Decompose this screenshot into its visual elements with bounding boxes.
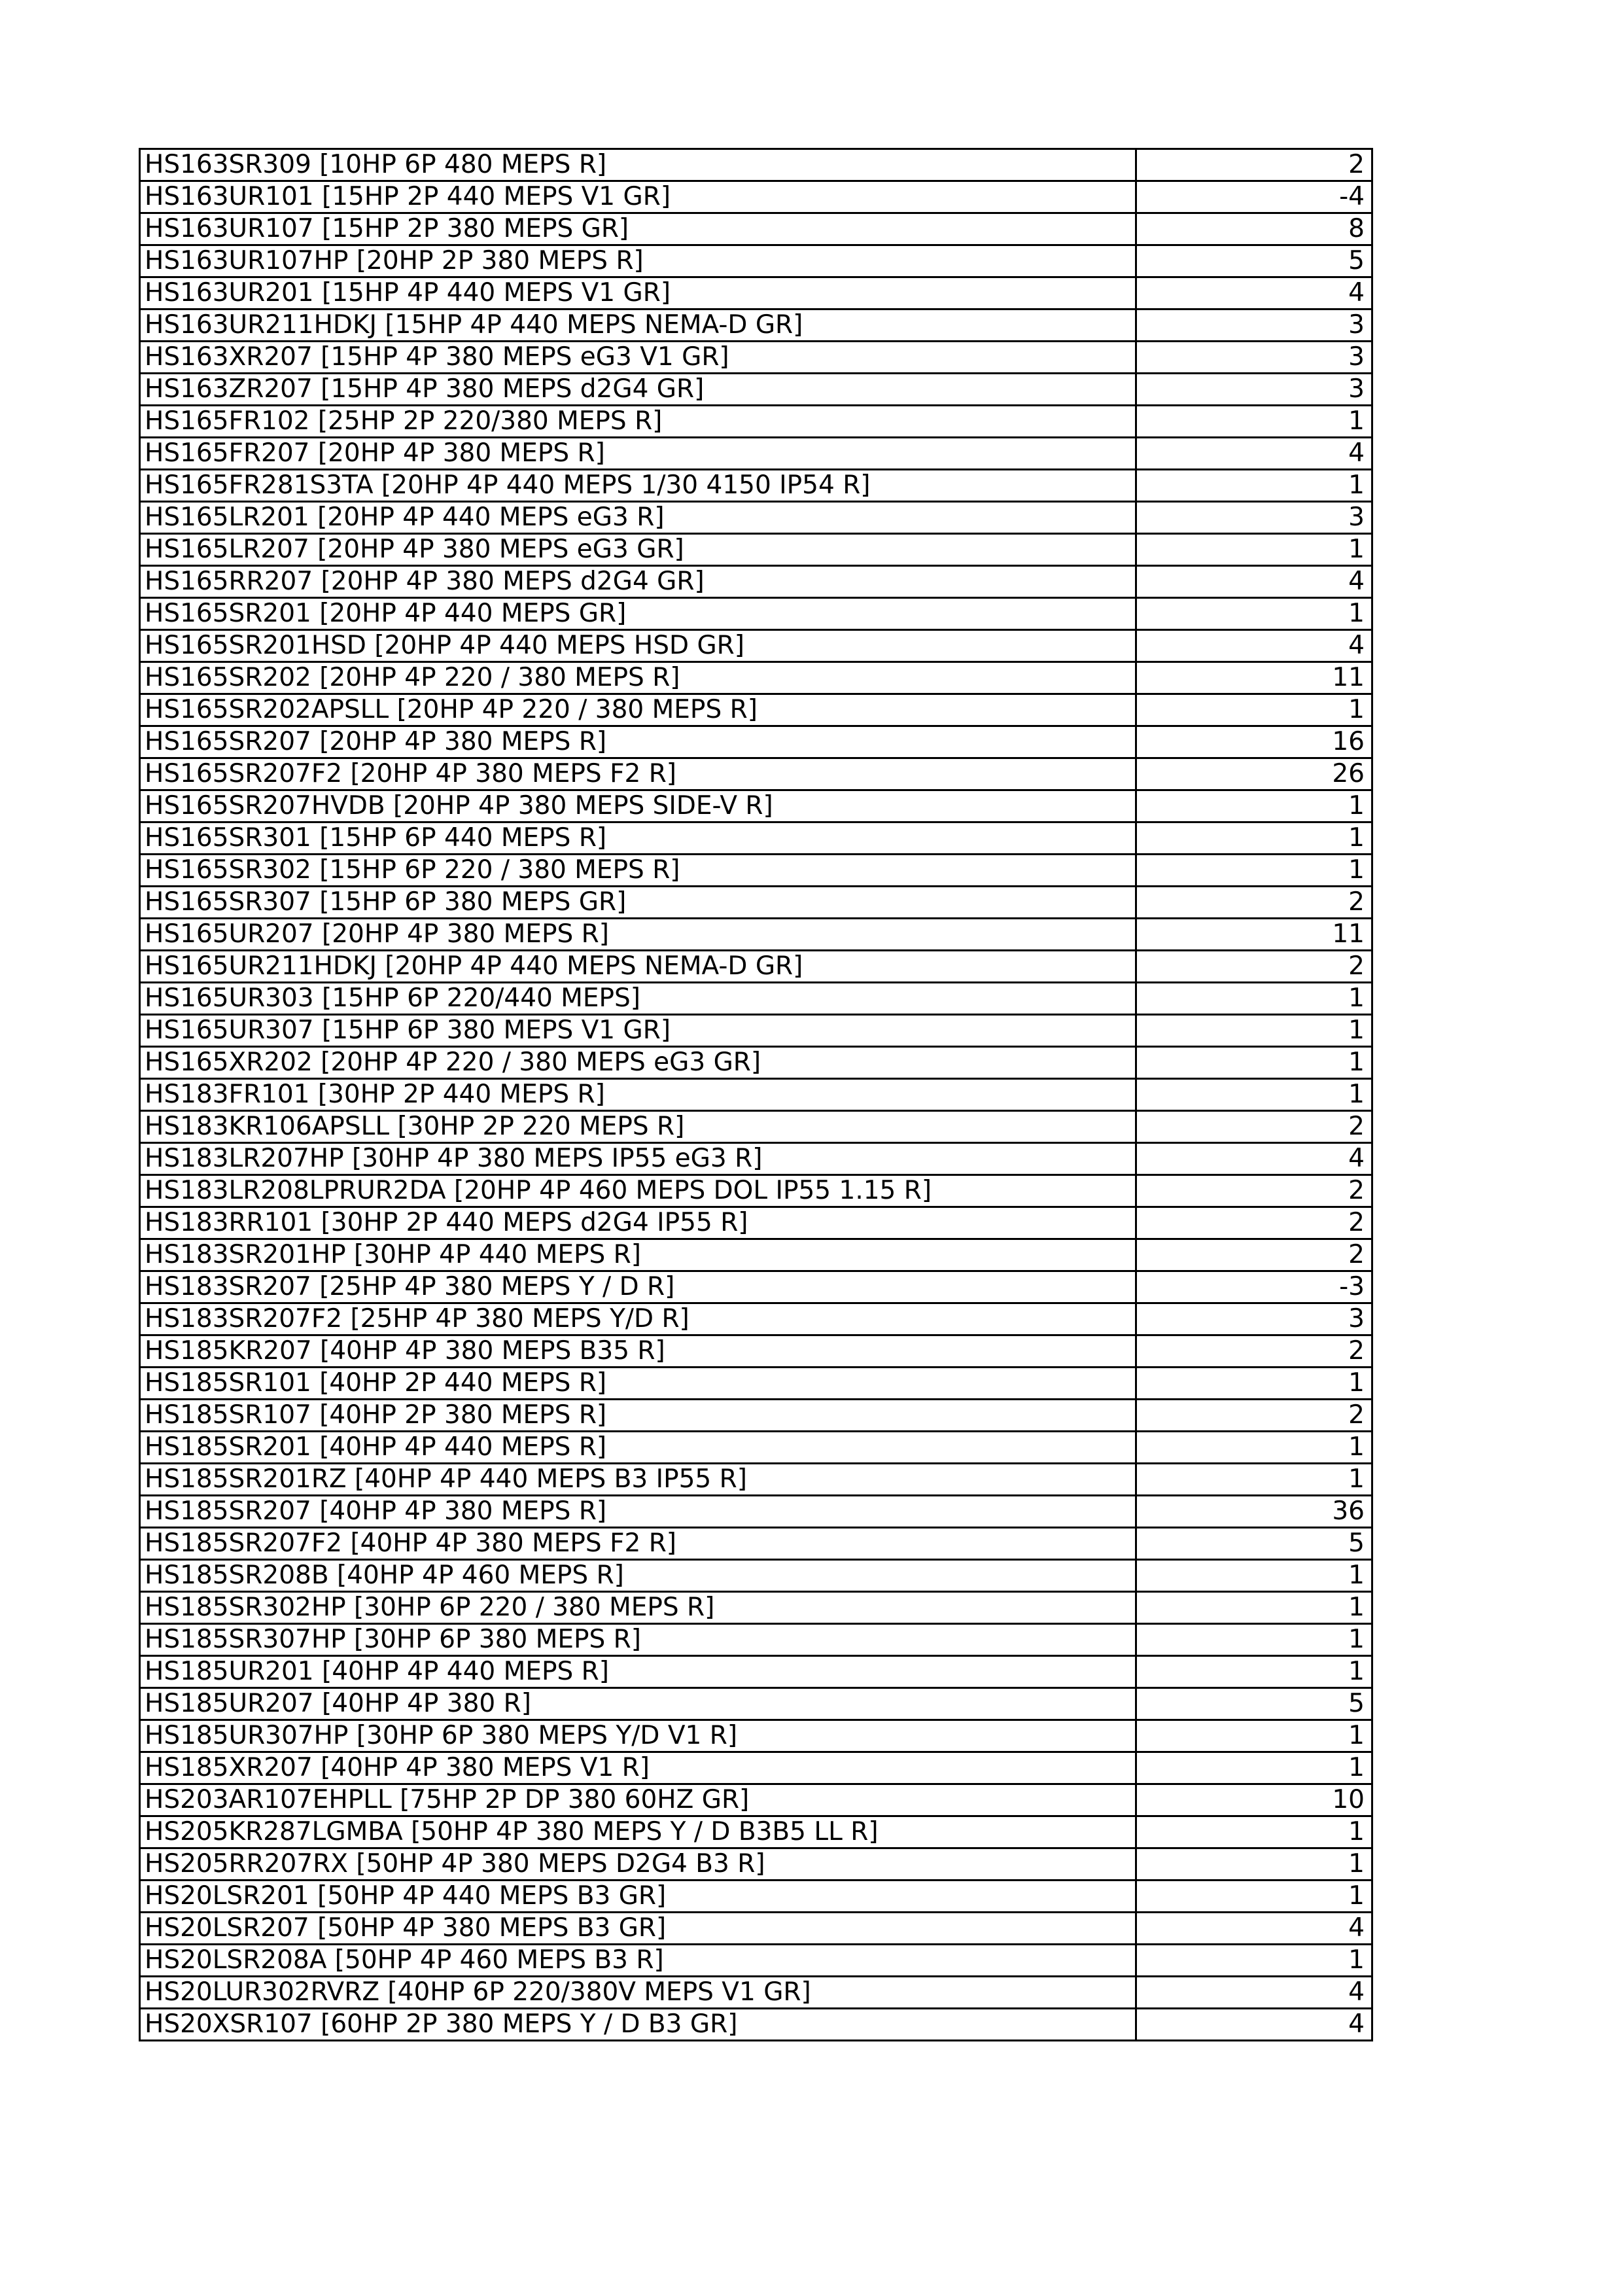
table-row: [140, 1400, 1372, 1432]
item-description-cell: HS165SR307 [15HP 6P 380 MEPS GR]: [140, 887, 1136, 919]
item-quantity-cell: 3: [1136, 1303, 1372, 1335]
item-description-cell: HS165XR202 [20HP 4P 220 / 380 MEPS eG3 GR]: [140, 1047, 1136, 1079]
item-quantity-cell: 2: [1136, 951, 1372, 983]
item-description-cell: HS163UR101 [15HP 2P 440 MEPS V1 GR]: [140, 181, 1136, 213]
item-quantity-cell: 4: [1136, 438, 1372, 470]
table-row: [140, 1592, 1372, 1624]
item-quantity-cell: 4: [1136, 1143, 1372, 1175]
item-description-cell: HS183SR207 [25HP 4P 380 MEPS Y / D R]: [140, 1271, 1136, 1303]
table-row: [140, 1335, 1372, 1368]
table-row: [140, 1720, 1372, 1752]
item-description-cell: HS165SR202APSLL [20HP 4P 220 / 380 MEPS R]: [140, 694, 1136, 726]
table-row: [140, 1784, 1372, 1816]
table-row: [140, 951, 1372, 983]
item-quantity-cell: 4: [1136, 2009, 1372, 2041]
item-description-cell: HS183LR208LPRUR2DA [20HP 4P 460 MEPS DOL IP55 1.15 R]: [140, 1175, 1136, 1207]
item-description-cell: HS185SR101 [40HP 2P 440 MEPS R]: [140, 1368, 1136, 1400]
item-description-cell: HS165SR301 [15HP 6P 440 MEPS R]: [140, 822, 1136, 855]
item-quantity-cell: 1: [1136, 822, 1372, 855]
item-description-cell: HS20LSR208A [50HP 4P 460 MEPS B3 R]: [140, 1945, 1136, 1977]
item-quantity-cell: 11: [1136, 919, 1372, 951]
item-description-cell: HS165SR207HVDB [20HP 4P 380 MEPS SIDE-V R]: [140, 790, 1136, 822]
item-description-cell: HS185SR307HP [30HP 6P 380 MEPS R]: [140, 1624, 1136, 1656]
item-quantity-cell: 4: [1136, 277, 1372, 309]
table-row: [140, 887, 1372, 919]
item-quantity-cell: 5: [1136, 245, 1372, 277]
table-row: [140, 342, 1372, 374]
table-row: [140, 1881, 1372, 1913]
table-row: [140, 534, 1372, 566]
item-quantity-cell: 2: [1136, 1400, 1372, 1432]
item-description-cell: HS165SR201HSD [20HP 4P 440 MEPS HSD GR]: [140, 630, 1136, 662]
item-quantity-cell: 1: [1136, 1656, 1372, 1688]
item-description-cell: HS183RR101 [30HP 2P 440 MEPS d2G4 IP55 R]: [140, 1207, 1136, 1239]
item-quantity-cell: 1: [1136, 1624, 1372, 1656]
item-description-cell: HS205KR287LGMBA [50HP 4P 380 MEPS Y / D B3B5 LL R]: [140, 1816, 1136, 1848]
item-quantity-cell: 3: [1136, 374, 1372, 406]
table-row: [140, 1528, 1372, 1560]
item-description-cell: HS20LSR207 [50HP 4P 380 MEPS B3 GR]: [140, 1913, 1136, 1945]
table-row: [140, 630, 1372, 662]
item-description-cell: HS185SR201RZ [40HP 4P 440 MEPS B3 IP55 R]: [140, 1464, 1136, 1496]
item-quantity-cell: 1: [1136, 1720, 1372, 1752]
item-quantity-cell: 1: [1136, 694, 1372, 726]
item-quantity-cell: 2: [1136, 149, 1372, 181]
item-description-cell: HS20XSR107 [60HP 2P 380 MEPS Y / D B3 GR]: [140, 2009, 1136, 2041]
item-description-cell: HS185UR201 [40HP 4P 440 MEPS R]: [140, 1656, 1136, 1688]
item-description-cell: HS165RR207 [20HP 4P 380 MEPS d2G4 GR]: [140, 566, 1136, 598]
item-quantity-cell: 2: [1136, 1175, 1372, 1207]
item-quantity-cell: 1: [1136, 1816, 1372, 1848]
table-row: [140, 374, 1372, 406]
table-row: [140, 1368, 1372, 1400]
table-row: [140, 1175, 1372, 1207]
item-quantity-cell: 11: [1136, 662, 1372, 694]
item-description-cell: HS205RR207RX [50HP 4P 380 MEPS D2G4 B3 R]: [140, 1848, 1136, 1881]
table-row: [140, 2009, 1372, 2041]
table-row: [140, 822, 1372, 855]
item-quantity-cell: 3: [1136, 502, 1372, 534]
table-row: [140, 213, 1372, 245]
table-row: [140, 1913, 1372, 1945]
item-description-cell: HS165UR211HDKJ [20HP 4P 440 MEPS NEMA-D GR]: [140, 951, 1136, 983]
item-description-cell: HS183LR207HP [30HP 4P 380 MEPS IP55 eG3 R]: [140, 1143, 1136, 1175]
table-row: [140, 406, 1372, 438]
table-row: [140, 758, 1372, 790]
table-row: [140, 1047, 1372, 1079]
table-row: [140, 1303, 1372, 1335]
item-quantity-cell: 1: [1136, 1945, 1372, 1977]
table-row: [140, 662, 1372, 694]
inventory-table-body: [140, 149, 1372, 2041]
table-row: [140, 726, 1372, 758]
item-description-cell: HS203AR107EHPLL [75HP 2P DP 380 60HZ GR]: [140, 1784, 1136, 1816]
item-quantity-cell: 1: [1136, 470, 1372, 502]
item-description-cell: HS163UR201 [15HP 4P 440 MEPS V1 GR]: [140, 277, 1136, 309]
item-description-cell: HS185SR207F2 [40HP 4P 380 MEPS F2 R]: [140, 1528, 1136, 1560]
item-quantity-cell: 1: [1136, 790, 1372, 822]
item-quantity-cell: 5: [1136, 1688, 1372, 1720]
table-row: [140, 1624, 1372, 1656]
item-description-cell: HS165SR207F2 [20HP 4P 380 MEPS F2 R]: [140, 758, 1136, 790]
item-quantity-cell: 1: [1136, 1752, 1372, 1784]
item-description-cell: HS183KR106APSLL [30HP 2P 220 MEPS R]: [140, 1111, 1136, 1143]
item-quantity-cell: -3: [1136, 1271, 1372, 1303]
item-quantity-cell: 3: [1136, 309, 1372, 342]
item-description-cell: HS163UR107HP [20HP 2P 380 MEPS R]: [140, 245, 1136, 277]
table-row: [140, 1111, 1372, 1143]
item-description-cell: HS165SR207 [20HP 4P 380 MEPS R]: [140, 726, 1136, 758]
item-description-cell: HS165UR303 [15HP 6P 220/440 MEPS]: [140, 983, 1136, 1015]
item-quantity-cell: 1: [1136, 1015, 1372, 1047]
item-quantity-cell: 5: [1136, 1528, 1372, 1560]
item-description-cell: HS185SR107 [40HP 2P 380 MEPS R]: [140, 1400, 1136, 1432]
item-description-cell: HS183SR207F2 [25HP 4P 380 MEPS Y/D R]: [140, 1303, 1136, 1335]
item-description-cell: HS165SR201 [20HP 4P 440 MEPS GR]: [140, 598, 1136, 630]
item-description-cell: HS165LR207 [20HP 4P 380 MEPS eG3 GR]: [140, 534, 1136, 566]
item-description-cell: HS20LUR302RVRZ [40HP 6P 220/380V MEPS V1 GR]: [140, 1977, 1136, 2009]
item-quantity-cell: 10: [1136, 1784, 1372, 1816]
item-quantity-cell: 1: [1136, 1368, 1372, 1400]
inventory-table: [139, 148, 1373, 2041]
item-quantity-cell: 1: [1136, 1047, 1372, 1079]
table-row: [140, 1560, 1372, 1592]
table-row: [140, 1239, 1372, 1271]
item-quantity-cell: 1: [1136, 1881, 1372, 1913]
item-quantity-cell: 1: [1136, 1560, 1372, 1592]
item-description-cell: HS20LSR201 [50HP 4P 440 MEPS B3 GR]: [140, 1881, 1136, 1913]
item-quantity-cell: 4: [1136, 566, 1372, 598]
item-description-cell: HS185UR307HP [30HP 6P 380 MEPS Y/D V1 R]: [140, 1720, 1136, 1752]
item-quantity-cell: 1: [1136, 406, 1372, 438]
item-quantity-cell: 1: [1136, 1848, 1372, 1881]
table-row: [140, 1143, 1372, 1175]
item-quantity-cell: 1: [1136, 1592, 1372, 1624]
table-row: [140, 1079, 1372, 1111]
table-row: [140, 1464, 1372, 1496]
table-row: [140, 1977, 1372, 2009]
item-quantity-cell: 1: [1136, 1432, 1372, 1464]
table-row: [140, 919, 1372, 951]
item-description-cell: HS185XR207 [40HP 4P 380 MEPS V1 R]: [140, 1752, 1136, 1784]
item-description-cell: HS185SR207 [40HP 4P 380 MEPS R]: [140, 1496, 1136, 1528]
table-row: [140, 1656, 1372, 1688]
item-quantity-cell: 2: [1136, 1239, 1372, 1271]
table-row: [140, 181, 1372, 213]
table-row: [140, 1816, 1372, 1848]
item-quantity-cell: 4: [1136, 630, 1372, 662]
item-quantity-cell: 26: [1136, 758, 1372, 790]
item-quantity-cell: 2: [1136, 1207, 1372, 1239]
item-description-cell: HS165UR207 [20HP 4P 380 MEPS R]: [140, 919, 1136, 951]
item-quantity-cell: 1: [1136, 598, 1372, 630]
item-description-cell: HS185SR208B [40HP 4P 460 MEPS R]: [140, 1560, 1136, 1592]
item-description-cell: HS165FR281S3TA [20HP 4P 440 MEPS 1/30 4150 IP54 R]: [140, 470, 1136, 502]
item-quantity-cell: 4: [1136, 1913, 1372, 1945]
item-description-cell: HS163UR107 [15HP 2P 380 MEPS GR]: [140, 213, 1136, 245]
table-row: [140, 1207, 1372, 1239]
item-description-cell: HS165SR302 [15HP 6P 220 / 380 MEPS R]: [140, 855, 1136, 887]
table-row: [140, 1688, 1372, 1720]
item-description-cell: HS165FR207 [20HP 4P 380 MEPS R]: [140, 438, 1136, 470]
item-description-cell: HS165FR102 [25HP 2P 220/380 MEPS R]: [140, 406, 1136, 438]
table-row: [140, 566, 1372, 598]
item-quantity-cell: 2: [1136, 1335, 1372, 1368]
item-quantity-cell: 1: [1136, 1464, 1372, 1496]
item-quantity-cell: 16: [1136, 726, 1372, 758]
table-row: [140, 309, 1372, 342]
table-row: [140, 149, 1372, 181]
table-row: [140, 277, 1372, 309]
table-row: [140, 983, 1372, 1015]
item-quantity-cell: 36: [1136, 1496, 1372, 1528]
table-row: [140, 438, 1372, 470]
item-quantity-cell: 8: [1136, 213, 1372, 245]
item-quantity-cell: 1: [1136, 855, 1372, 887]
item-description-cell: HS165UR307 [15HP 6P 380 MEPS V1 GR]: [140, 1015, 1136, 1047]
item-description-cell: HS163UR211HDKJ [15HP 4P 440 MEPS NEMA-D GR]: [140, 309, 1136, 342]
item-quantity-cell: 1: [1136, 1079, 1372, 1111]
item-description-cell: HS183SR201HP [30HP 4P 440 MEPS R]: [140, 1239, 1136, 1271]
item-description-cell: HS185KR207 [40HP 4P 380 MEPS B35 R]: [140, 1335, 1136, 1368]
item-description-cell: HS185SR302HP [30HP 6P 220 / 380 MEPS R]: [140, 1592, 1136, 1624]
item-description-cell: HS185SR201 [40HP 4P 440 MEPS R]: [140, 1432, 1136, 1464]
table-row: [140, 1015, 1372, 1047]
item-quantity-cell: 1: [1136, 983, 1372, 1015]
item-description-cell: HS163ZR207 [15HP 4P 380 MEPS d2G4 GR]: [140, 374, 1136, 406]
table-row: [140, 245, 1372, 277]
table-row: [140, 1752, 1372, 1784]
item-quantity-cell: 2: [1136, 1111, 1372, 1143]
table-row: [140, 855, 1372, 887]
table-row: [140, 790, 1372, 822]
item-description-cell: HS185UR207 [40HP 4P 380 R]: [140, 1688, 1136, 1720]
item-description-cell: HS163SR309 [10HP 6P 480 MEPS R]: [140, 149, 1136, 181]
item-description-cell: HS183FR101 [30HP 2P 440 MEPS R]: [140, 1079, 1136, 1111]
table-row: [140, 470, 1372, 502]
item-quantity-cell: 2: [1136, 887, 1372, 919]
table-row: [140, 1271, 1372, 1303]
item-quantity-cell: 1: [1136, 534, 1372, 566]
table-row: [140, 598, 1372, 630]
table-row: [140, 1432, 1372, 1464]
item-quantity-cell: 3: [1136, 342, 1372, 374]
item-quantity-cell: 4: [1136, 1977, 1372, 2009]
table-row: [140, 694, 1372, 726]
item-description-cell: HS163XR207 [15HP 4P 380 MEPS eG3 V1 GR]: [140, 342, 1136, 374]
item-quantity-cell: -4: [1136, 181, 1372, 213]
table-row: [140, 1496, 1372, 1528]
table-row: [140, 502, 1372, 534]
item-description-cell: HS165SR202 [20HP 4P 220 / 380 MEPS R]: [140, 662, 1136, 694]
table-row: [140, 1848, 1372, 1881]
item-description-cell: HS165LR201 [20HP 4P 440 MEPS eG3 R]: [140, 502, 1136, 534]
table-row: [140, 1945, 1372, 1977]
